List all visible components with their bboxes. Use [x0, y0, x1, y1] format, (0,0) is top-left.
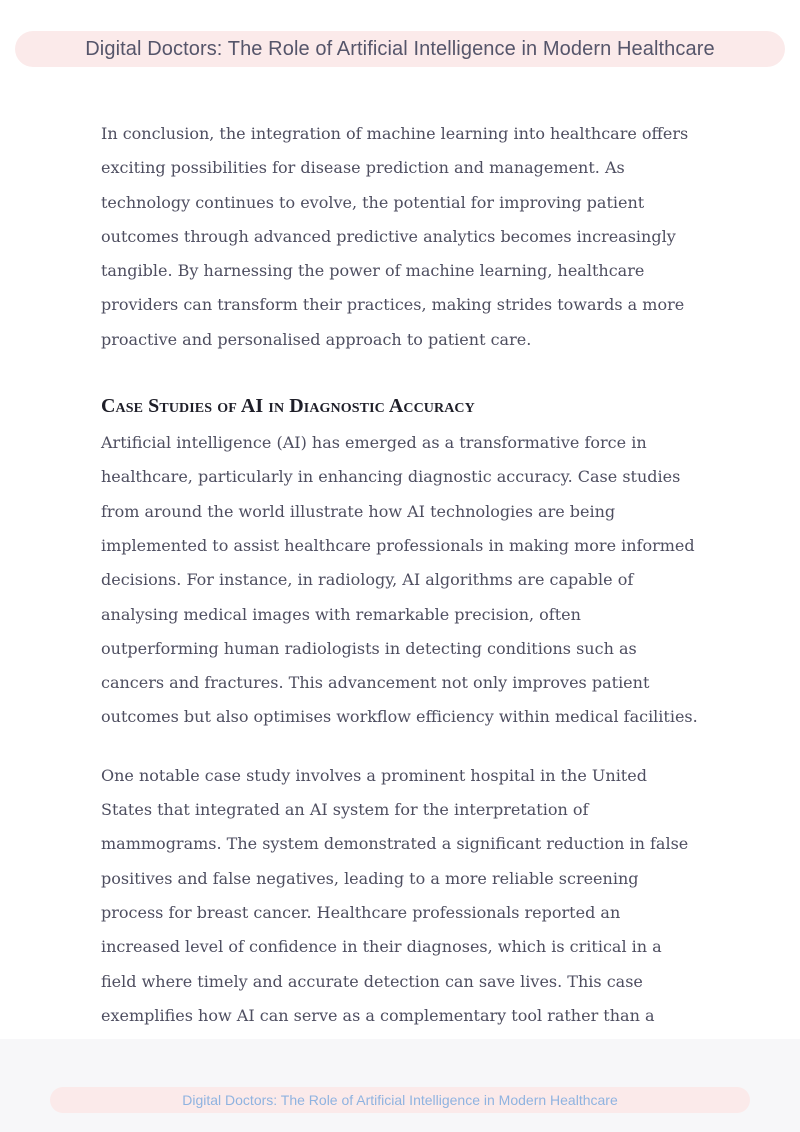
body-paragraph-2: One notable case study involves a prominent hospital in the United States that integrated an AI system for the interpretation of mammograms. The system demonstrated a significant reduction in false positives and false negatives, leading to a more reliable screening process for breast cancer. Healthcare professionals reported an increased level of confidence in their diagnoses, which is critical in a field where timely and accurate detection can save lives. This case exemplifies how AI can serve as a complementary tool rather than a: [101, 765, 689, 1025]
page-header: [15, 31, 785, 67]
page-footer: [50, 1087, 750, 1113]
header-title: Digital Doctors: The Role of Artificial Intelligence in Modern Healthcare: [85, 37, 715, 60]
intro-paragraph: In conclusion, the integration of machine learning into healthcare offers exciting possibilities for disease prediction and management. As technology continues to evolve, the potential for improving patient outcomes through advanced predictive analytics becomes increasingly tangible. By harnessing the power of machine learning, healthcare providers can transform their practices, making strides towards a more proactive and personalised approach to patient care.: [101, 124, 689, 349]
body-paragraph-1: Artificial intelligence (AI) has emerged as a transformative force in healthcare, particularly in enhancing diagnostic accuracy. Case studies from around the world illustrate how AI technologies are being implemented to assist healthcare professionals in making more informed decisions. For instance, in radiology, AI algorithms are capable of analysing medical images with remarkable precision, often outperforming human radiologists in detecting conditions such as cancers and fractures. This advancement not only improves patient outcomes but also optimises workflow efficiency within medical facilities.: [101, 433, 698, 727]
page-footer-area: [0, 1039, 800, 1132]
document-body: [101, 117, 701, 1067]
section-heading: Case Studies of AI in Diagnostic Accuracy: [101, 395, 475, 418]
footer-title: Digital Doctors: The Role of Artificial Intelligence in Modern Healthcare: [182, 1092, 618, 1108]
